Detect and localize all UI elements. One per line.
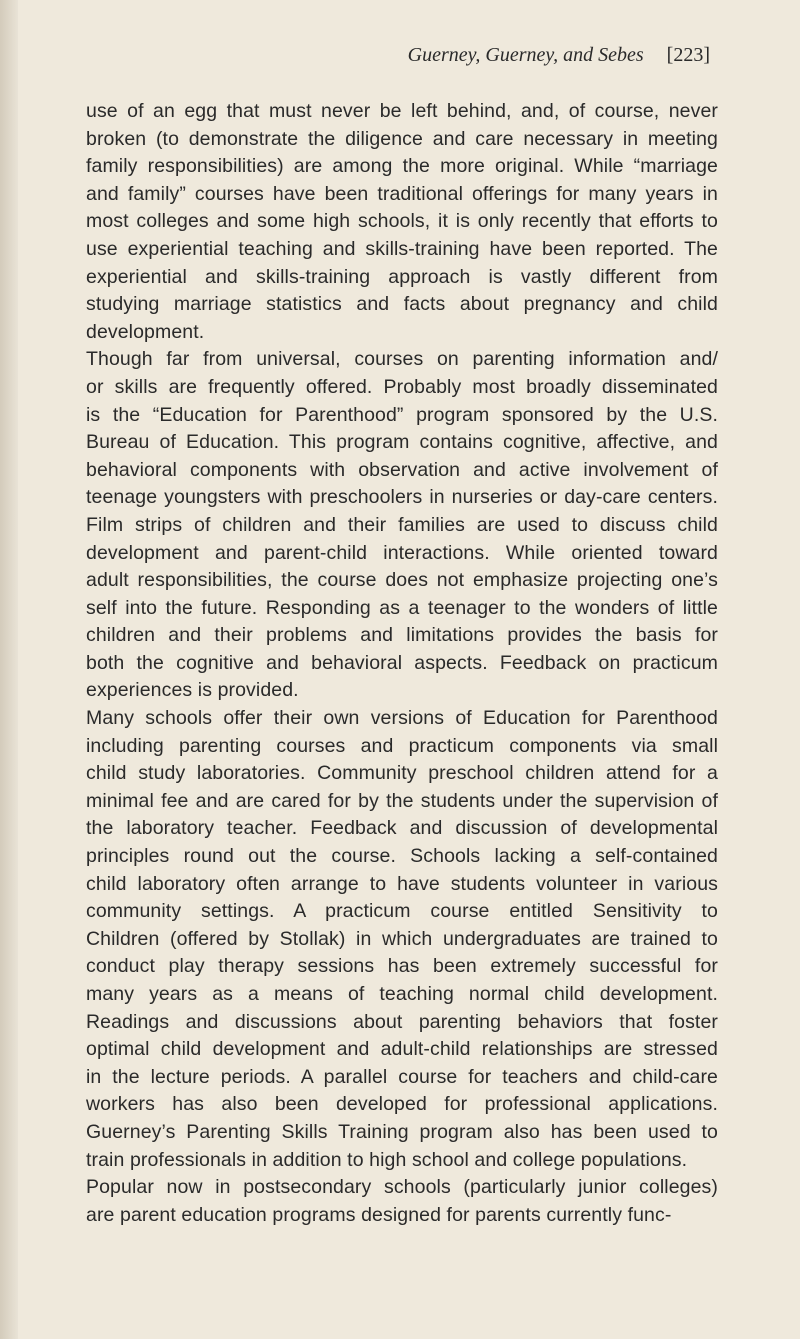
paragraph bbox=[86, 1174, 718, 1229]
text-line: principles round out the course. Schools lacking a self-contained bbox=[86, 845, 718, 868]
text-line: development. bbox=[86, 320, 205, 343]
text-line: children and their problems and limitations provides the basis for bbox=[86, 624, 718, 647]
text-line: minimal fee and are cared for by the students under the supervision of bbox=[86, 789, 718, 812]
text-line: Though far from universal, courses on parenting information and/ bbox=[86, 348, 718, 371]
text-line: community settings. A practicum course entitled Sensitivity to bbox=[86, 900, 718, 923]
text-line: train professionals in addition to high school and college populations. bbox=[86, 1148, 688, 1171]
text-line: behavioral components with observation and active involvement of bbox=[86, 458, 718, 481]
text-line: Film strips of children and their families are used to discuss child bbox=[86, 513, 718, 536]
text-line: development and parent-child interactions. While oriented toward bbox=[86, 541, 718, 564]
body-text bbox=[86, 98, 718, 1229]
text-line: and family” courses have been traditional offerings for many years in bbox=[86, 182, 718, 205]
text-line: Popular now in postsecondary schools (particularly junior colleges) bbox=[86, 1176, 718, 1199]
text-line: broken (to demonstrate the diligence and care necessary in meeting bbox=[86, 127, 718, 150]
page-number: [223] bbox=[666, 44, 710, 66]
text-line: use experiential teaching and skills-training have been reported. The bbox=[86, 237, 718, 260]
text-line: is the “Education for Parenthood” program sponsored by the U.S. bbox=[86, 403, 718, 426]
running-header-authors: Guerney, Guerney, and Sebes bbox=[407, 44, 644, 66]
text-line: or skills are frequently offered. Probably most broadly disseminated bbox=[86, 375, 718, 398]
text-line: many years as a means of teaching normal child development. bbox=[86, 983, 718, 1005]
running-header bbox=[408, 44, 710, 67]
text-line: are parent education programs designed for parents currently func- bbox=[86, 1203, 672, 1226]
text-line: Readings and discussions about parenting behaviors that foster bbox=[86, 1010, 718, 1033]
text-line: optimal child development and adult-child relationships are stressed bbox=[86, 1038, 718, 1061]
text-line: both the cognitive and behavioral aspects. Feedback on practicum bbox=[86, 651, 718, 674]
page-edge-shadow bbox=[0, 0, 18, 1339]
text-line: child study laboratories. Community preschool children attend for a bbox=[86, 762, 718, 785]
paragraph bbox=[86, 705, 718, 1174]
text-line: use of an egg that must never be left behind, and, of course, never bbox=[86, 100, 718, 122]
text-line: the laboratory teacher. Feedback and discussion of developmental bbox=[86, 817, 718, 840]
text-line: teenage youngsters with preschoolers in nurseries or day-care centers. bbox=[86, 486, 718, 509]
text-line: Bureau of Education. This program contains cognitive, affective, and bbox=[86, 431, 718, 454]
text-line: workers has also been developed for professional applications. bbox=[86, 1093, 718, 1116]
text-line: Children (offered by Stollak) in which undergraduates are trained to bbox=[86, 927, 718, 950]
text-line: adult responsibilities, the course does not emphasize projecting one’s bbox=[86, 569, 718, 592]
text-line: self into the future. Responding as a teenager to the wonders of little bbox=[86, 596, 718, 619]
text-line: conduct play therapy sessions has been extremely successful for bbox=[86, 955, 718, 978]
paragraph bbox=[86, 346, 718, 705]
text-line: family responsibilities) are among the more original. While “marriage bbox=[86, 155, 718, 178]
paragraph bbox=[86, 98, 718, 346]
text-line: including parenting courses and practicum components via small bbox=[86, 734, 718, 757]
text-line: most colleges and some high schools, it is only recently that efforts to bbox=[86, 210, 718, 233]
text-line: in the lecture periods. A parallel course for teachers and child-care bbox=[86, 1065, 718, 1088]
text-line: child laboratory often arrange to have students volunteer in various bbox=[86, 872, 718, 895]
text-line: experiential and skills-training approach is vastly different from bbox=[86, 265, 718, 288]
text-line: Many schools offer their own versions of Education for Parenthood bbox=[86, 707, 718, 730]
text-line: studying marriage statistics and facts about pregnancy and child bbox=[86, 293, 718, 316]
text-line: Guerney’s Parenting Skills Training program also has been used to bbox=[86, 1120, 718, 1143]
text-line: experiences is provided. bbox=[86, 679, 299, 702]
